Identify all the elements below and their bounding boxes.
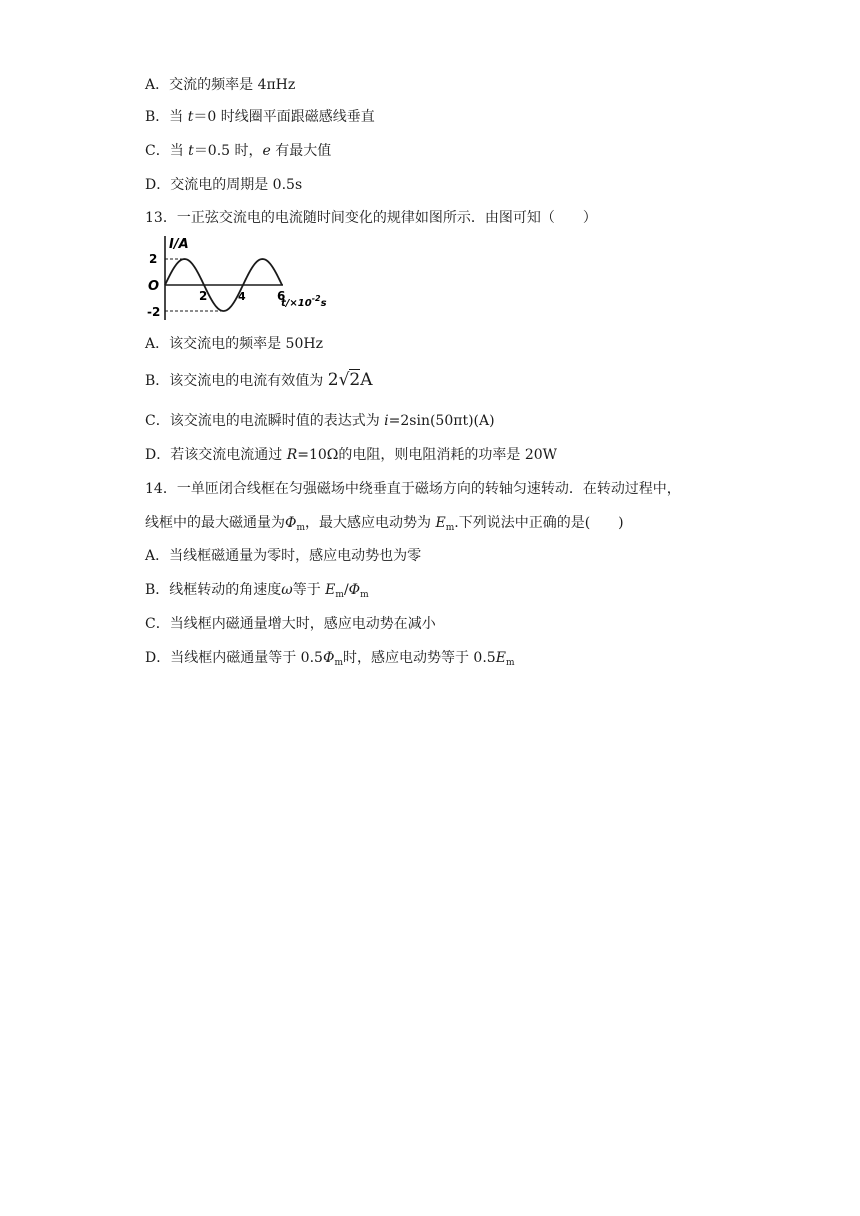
q14-stem2-c: .下列说法中正确的是( ) [454, 515, 624, 531]
q13-option-b [145, 371, 373, 390]
q14-stem-line2 [145, 514, 624, 537]
q12-option-c-mid: ＝0.5 时， [193, 143, 263, 159]
q13-option-c [145, 412, 495, 430]
q12-option-b-prefix: B．当 [145, 109, 188, 125]
q14-stem2-b: ，最大感应电动势为 [305, 515, 436, 531]
q13-option-d-rest: =10Ω的电阻，则电阻消耗的功率是 20W [297, 447, 558, 463]
q12-option-c [145, 142, 331, 160]
q12-option-a-text: A．交流的频率是 [145, 77, 258, 93]
q14-option-b-mid: 等于 [292, 582, 326, 598]
slash: / [343, 582, 349, 598]
q13-stem [145, 209, 597, 227]
sqrt-unit: A [360, 370, 373, 390]
e-subscript: m [445, 523, 455, 533]
q12-option-c-rest: 有最大值 [270, 143, 332, 159]
q12-option-b-rest: ＝0 时线圈平面跟磁感线垂直 [193, 109, 375, 125]
q13-option-d-var: R [286, 447, 298, 463]
phi-symbol: Φ [348, 582, 361, 598]
q14-option-b-prefix: B．线框转动的角速度 [145, 582, 282, 598]
q14-option-d [145, 649, 514, 672]
q13-option-c-rest: =2sin(50πt)(A) [388, 413, 495, 429]
q14-option-b [145, 581, 369, 604]
q13-option-b-prefix: B．该交流电的电流有效值为 [145, 373, 328, 389]
q13-option-c-prefix: C．该交流电的电流瞬时值的表达式为 [145, 413, 385, 429]
y-tick-neg: -2 [147, 305, 161, 319]
x-tick-4: 4 [238, 290, 246, 303]
x-axis-label-unit: s [320, 298, 327, 309]
e-subscript: m [335, 590, 344, 600]
q12-option-c-var2: e [262, 143, 271, 159]
x-axis-label-base: t/×10 [281, 298, 312, 309]
q14-option-c [145, 615, 436, 633]
phi-subscript: m [334, 658, 343, 668]
q14-option-d-prefix: D．当线框内磁通量等于 0.5 [145, 650, 323, 666]
q13-option-d [145, 446, 557, 464]
e-subscript: m [505, 658, 515, 668]
current-time-graph [143, 232, 327, 324]
q14-stem2-a: 线框中的最大磁通量为 [145, 515, 285, 531]
sqrt-expression [328, 371, 373, 389]
phi-subscript: m [296, 523, 306, 533]
x-axis-label [281, 294, 327, 309]
sqrt-coefficient: 2 [327, 370, 339, 390]
x-tick-2: 2 [199, 289, 208, 303]
q12-option-a-value: 4πHz [257, 77, 296, 93]
x-axis-label-exp: -2 [311, 294, 321, 303]
q12-option-b [145, 108, 375, 126]
phi-symbol: Φ [322, 650, 335, 666]
q14-option-c-text: C．当线框内磁通量增大时，感应电动势在减小 [145, 616, 436, 632]
omega-symbol: ω [281, 582, 293, 598]
e-symbol: E [495, 650, 506, 666]
q14-option-d-mid: 时，感应电动势等于 0.5 [342, 650, 496, 666]
q13-option-a-text: A．该交流电的频率是 50Hz [145, 336, 323, 352]
q13-option-c-var: i [384, 413, 389, 429]
q13-option-d-prefix: D．若该交流电流通过 [145, 447, 287, 463]
y-tick-pos: 2 [149, 252, 158, 266]
phi-subscript: m [360, 590, 369, 600]
q14-stem-line1 [145, 480, 681, 498]
q14-option-a [145, 547, 421, 565]
sqrt-symbol: √ [338, 370, 350, 390]
origin-label: O [148, 279, 160, 294]
q12-option-a [145, 76, 295, 94]
q12-option-c-var: t [188, 143, 194, 159]
q12-option-b-var: t [187, 109, 194, 125]
sqrt-radicand: 2 [349, 370, 361, 390]
x-tick-6: 6 [277, 289, 286, 303]
q13-stem-text: 13．一正弦交流电的电流随时间变化的规律如图所示．由图可知（ ） [145, 210, 597, 226]
e-symbol: E [435, 515, 446, 531]
phi-symbol: Φ [285, 515, 297, 531]
q12-option-d-text: D．交流电的周期是 0.5s [145, 177, 303, 193]
q13-option-a [145, 335, 323, 353]
q14-option-a-text: A．当线框磁通量为零时，感应电动势也为零 [145, 548, 422, 564]
q12-option-c-prefix: C．当 [145, 143, 189, 159]
current-time-graph-svg [143, 232, 327, 324]
y-axis-label: I/A [169, 237, 189, 252]
q12-option-d [145, 176, 302, 194]
q14-stem1-text: 14．一单匝闭合线框在匀强磁场中绕垂直于磁场方向的转轴匀速转动．在转动过程中， [145, 481, 681, 497]
e-symbol: E [325, 582, 336, 598]
